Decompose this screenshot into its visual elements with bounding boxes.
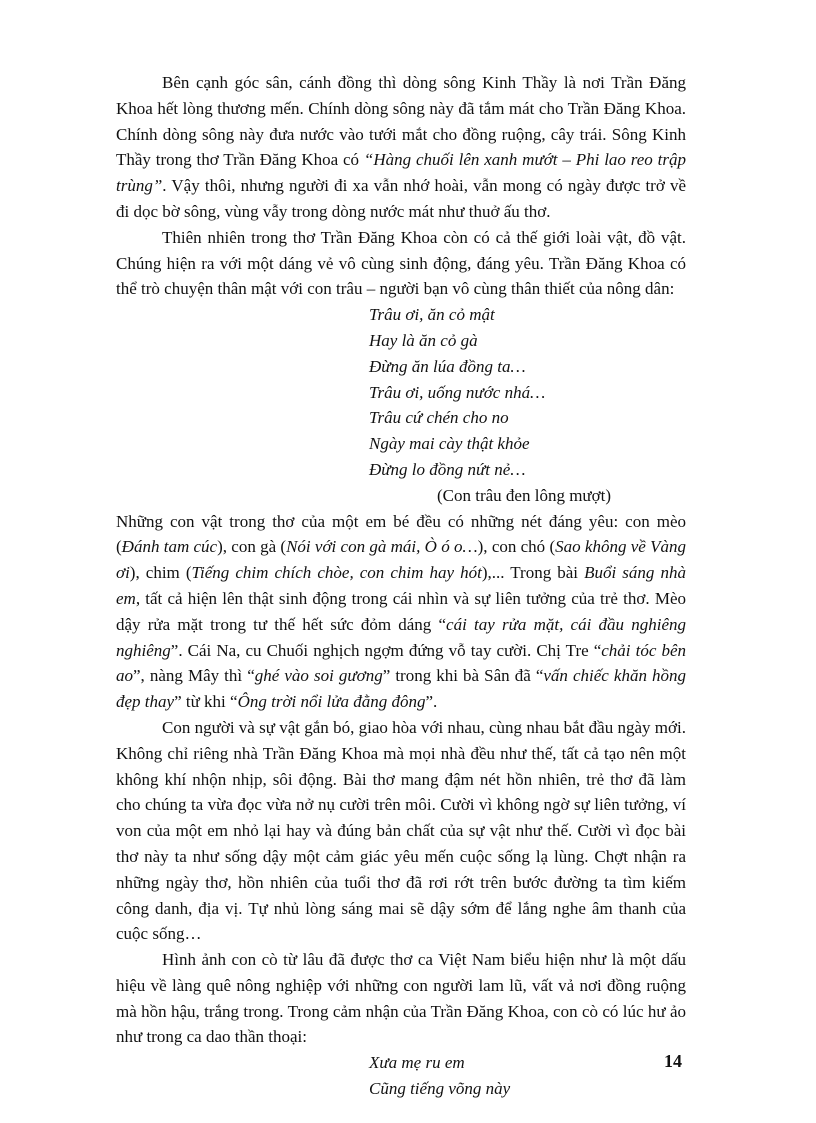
- paragraph: Hình ảnh con cò từ lâu đã được thơ ca Việt Nam biểu hiện như là một dấu hiệu về làng quê nông nghiệp với những con người lam lũ, vất vả nơi đồng ruộng mà hồn hậu, trắng trong. Trong cảm nhận của Trần Đăng Khoa, con cò có lúc hư ảo như trong ca dao thần thoại:: [116, 950, 686, 1047]
- paragraph: Con người và sự vật gắn bó, giao hòa với nhau, cùng nhau bắt đầu ngày mới. Không chỉ riêng nhà Trần Đăng Khoa mà mọi nhà đều như thế, tất cả tạo nên một không khí nhộn nhịp, sôi động. Bài thơ mang đậm nét hồn nhiên, trẻ thơ đã làm cho chúng ta vừa đọc vừa nở nụ cười trên môi. Cười vì không ngờ sự liên tưởng, ví von của một em nhỏ lại hay và đúng bản chất của sự vật như thế. Cười vì đọc bài thơ này ta như sống dậy một cảm giác yêu mến cuộc sống lạ lùng. Chợt nhận ra những ngày thơ, hồn nhiên của tuổi thơ đã rơi rớt trên bước đường ta tìm kiếm công danh, địa vị. Tự nhủ lòng sáng mai sẽ dậy sớm để lắng nghe âm thanh của cuộc sống…: [116, 717, 686, 944]
- text-run: ), con gà (: [217, 537, 287, 557]
- paragraph: [116, 509, 686, 715]
- quote: chải tóc bên ao: [116, 640, 686, 686]
- poem-line: Đừng lo đồng nứt nẻ…: [369, 459, 526, 479]
- text-run: ” trong khi bà Sân đã “: [382, 666, 544, 686]
- poem-source: (Con trâu đen lông mượt): [437, 485, 612, 505]
- title-ref: Đánh tam cúc: [121, 537, 218, 557]
- poem: [369, 1050, 686, 1102]
- poem-line: Đừng ăn lúa đồng ta…: [369, 356, 526, 376]
- text-run: ” từ khi “: [174, 692, 238, 712]
- quote: “Hàng chuối lên xanh mướt – Phi lao reo trập trùng”: [116, 150, 687, 196]
- text-run: , tất cả hiện lên thật sinh động trong cái nhìn và sự liên tưởng của trẻ thơ. Mèo dậy rửa mặt trong tư thế hết sức đỏm dáng “: [116, 588, 686, 634]
- text-run: ”.: [425, 692, 438, 712]
- page-number: 14: [664, 1051, 682, 1071]
- text-run: . Vậy thôi, nhưng người đi xa vẫn nhớ hoài, vẫn mong có ngày được trở về đi dọc bờ sông, vùng vẫy trong dòng nước mát như thuở ấu thơ.: [116, 176, 686, 221]
- text-run: ”. Cái Na, cu Chuối nghịch ngợm đứng vỗ tay cười. Chị Tre “: [170, 640, 602, 660]
- poem-line: Ngày mai cày thật khỏe: [369, 434, 530, 454]
- text-run: ), chim (: [129, 563, 192, 583]
- title-ref: Tiếng chim chích chòe, con chim hay hót: [191, 563, 482, 583]
- text-run: ),... Trong bài: [481, 563, 585, 583]
- poem-line: Cũng tiếng võng này: [369, 1079, 511, 1099]
- paragraph: Thiên nhiên trong thơ Trần Đăng Khoa còn có cả thế giới loài vật, đồ vật. Chúng hiện ra với một dáng vẻ vô cùng sinh động, đáng yêu. Trần Đăng Khoa có thể trò chuyện thân mật với con trâu – người bạn vô cùng thân thiết của nông dân:: [116, 227, 686, 299]
- title-ref: Nói với con gà mái, Ò ó o…: [286, 537, 478, 557]
- poem-line: Xưa mẹ ru em: [369, 1053, 465, 1073]
- poem: [369, 302, 686, 483]
- text-run: ), con chó (: [477, 537, 556, 557]
- poem-line: Hay là ăn cỏ gà: [369, 330, 478, 350]
- quote: ghé vào soi gương: [254, 666, 383, 686]
- text-run: Bên cạnh góc sân, cánh đồng thì dòng sông Kinh Thầy là nơi Trần Đăng Khoa hết lòng thương mến. Chính dòng sông này đã tắm mát cho Trần Đăng Khoa. Chính dòng sông này đưa nước vào tưới mắt cho đồng ruộng, cây trái. Sông Kinh Thầy trong thơ Trần Đăng Khoa có: [116, 73, 686, 170]
- poem-line: Trâu ơi, ăn cỏ mật: [369, 305, 495, 325]
- text-run: ”, nàng Mây thì “: [133, 666, 255, 686]
- quote: vấn chiếc khăn hồng đẹp thay: [116, 666, 687, 712]
- poem-line: Trâu cứ chén cho no: [369, 408, 509, 428]
- text-run: Những con vật trong thơ của một em bé đều có những nét đáng yêu: con mèo (: [116, 511, 686, 557]
- quote: Ông trời nổi lửa đằng đông: [237, 692, 426, 712]
- title-ref: Sao không về Vàng ơi: [116, 537, 686, 583]
- quote: cái tay rửa mặt, cái đầu nghiêng nghiêng: [116, 614, 686, 660]
- document-body: [116, 70, 686, 1102]
- title-ref: Buổi sáng nhà em: [116, 563, 686, 608]
- paragraph: [116, 70, 686, 225]
- poem-line: Trâu ơi, uống nước nhá…: [369, 382, 546, 402]
